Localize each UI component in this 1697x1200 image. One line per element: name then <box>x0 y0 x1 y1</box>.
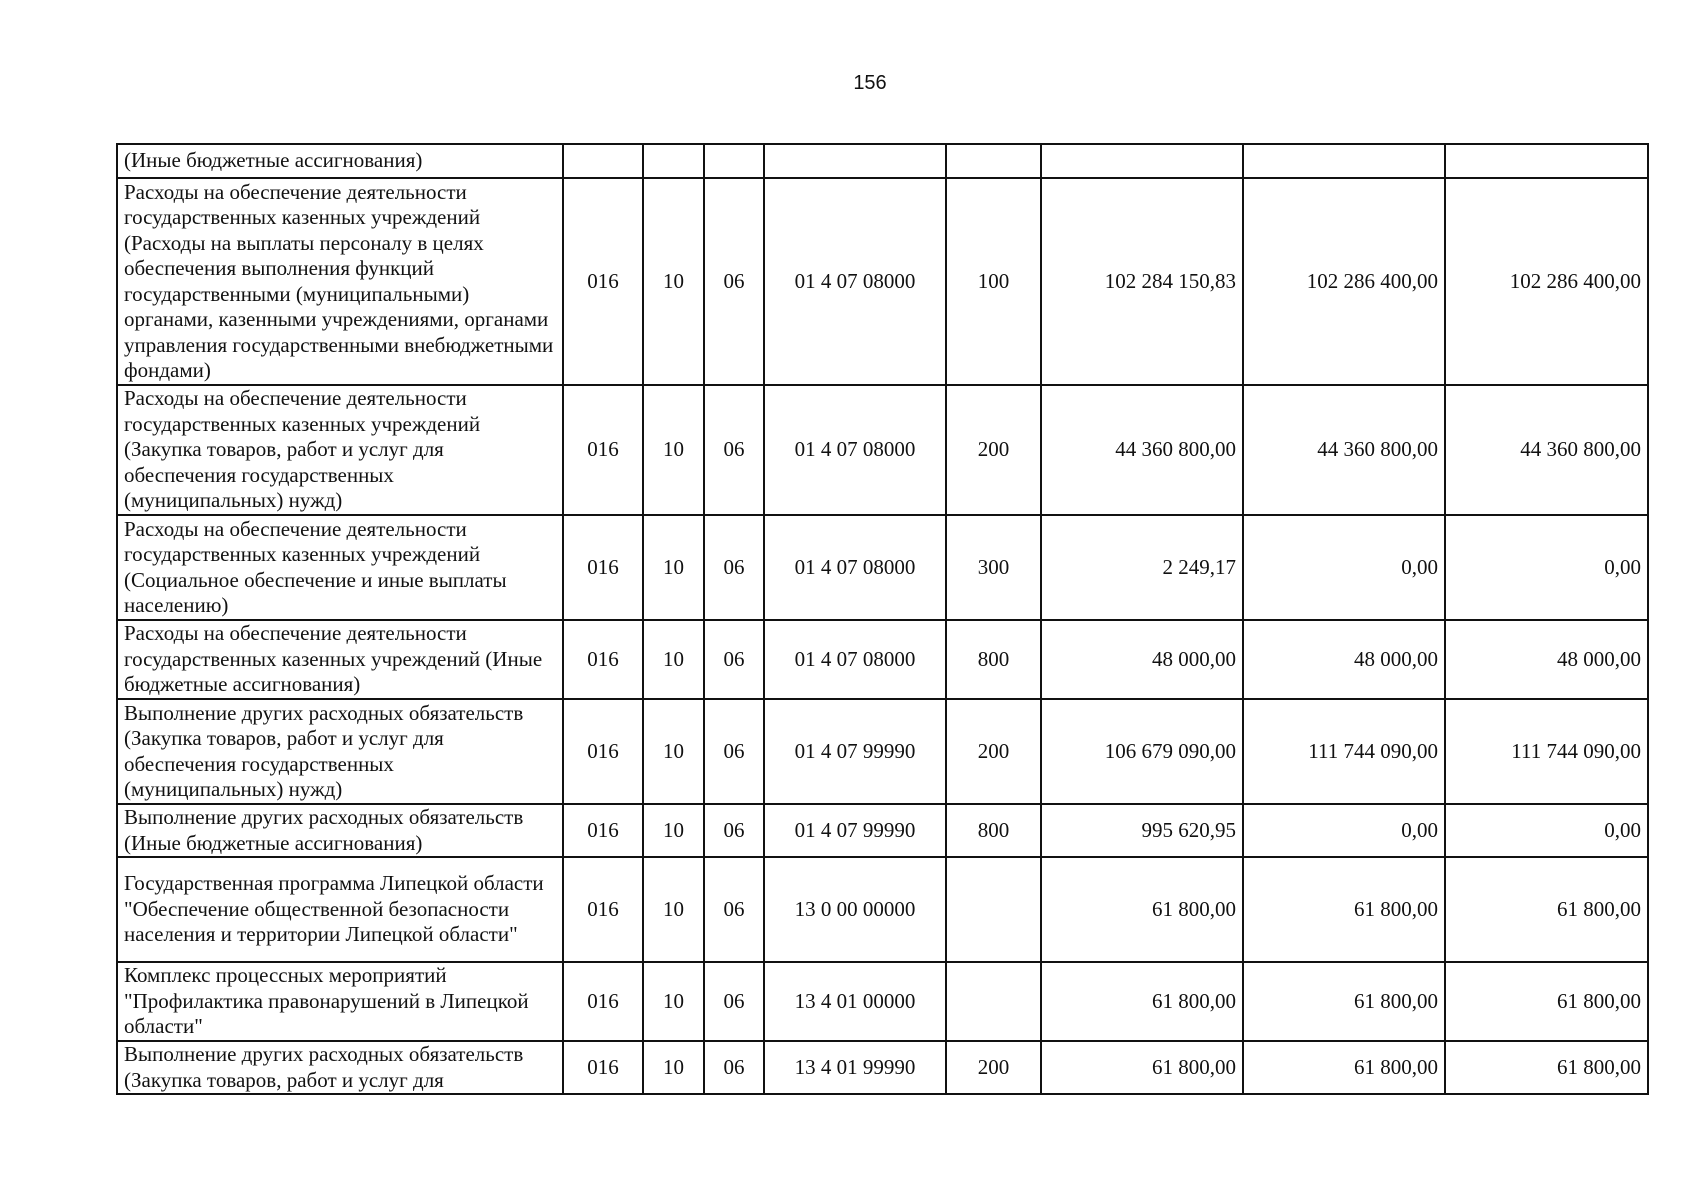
amount-3-cell: 61 800,00 <box>1445 857 1648 962</box>
amount-2-cell: 44 360 800,00 <box>1243 385 1445 515</box>
target-article-cell: 01 4 07 08000 <box>764 620 946 699</box>
target-article-cell: 01 4 07 08000 <box>764 178 946 385</box>
amount-1-cell: 2 249,17 <box>1041 515 1243 620</box>
amount-2-cell <box>1243 144 1445 178</box>
description-cell: Выполнение других расходных обязательств (Закупка товаров, работ и услуг для <box>117 1041 563 1094</box>
amount-1-cell: 995 620,95 <box>1041 804 1243 857</box>
subsection-cell <box>704 144 764 178</box>
ministry-cell: 016 <box>563 804 643 857</box>
subsection-cell: 06 <box>704 804 764 857</box>
amount-3-cell: 61 800,00 <box>1445 1041 1648 1094</box>
expense-type-cell: 100 <box>946 178 1041 385</box>
ministry-cell <box>563 144 643 178</box>
ministry-cell: 016 <box>563 620 643 699</box>
ministry-cell: 016 <box>563 857 643 962</box>
section-cell: 10 <box>643 620 704 699</box>
target-article-cell: 01 4 07 08000 <box>764 385 946 515</box>
expense-type-cell: 200 <box>946 699 1041 804</box>
amount-1-cell: 61 800,00 <box>1041 962 1243 1041</box>
amount-1-cell: 102 284 150,83 <box>1041 178 1243 385</box>
section-cell: 10 <box>643 804 704 857</box>
amount-2-cell: 61 800,00 <box>1243 1041 1445 1094</box>
subsection-cell: 06 <box>704 385 764 515</box>
section-cell: 10 <box>643 857 704 962</box>
amount-1-cell <box>1041 144 1243 178</box>
amount-2-cell: 102 286 400,00 <box>1243 178 1445 385</box>
page-number: 156 <box>853 72 887 94</box>
table-row <box>117 620 1648 699</box>
table-row <box>117 515 1648 620</box>
table-row <box>117 699 1648 804</box>
expense-type-cell: 800 <box>946 804 1041 857</box>
table-row <box>117 178 1648 385</box>
amount-2-cell: 61 800,00 <box>1243 857 1445 962</box>
description-cell: Выполнение других расходных обязательств (Иные бюджетные ассигнования) <box>117 804 563 857</box>
expense-type-cell: 200 <box>946 1041 1041 1094</box>
amount-2-cell: 111 744 090,00 <box>1243 699 1445 804</box>
table-row <box>117 1041 1648 1094</box>
subsection-cell: 06 <box>704 699 764 804</box>
subsection-cell: 06 <box>704 1041 764 1094</box>
subsection-cell: 06 <box>704 178 764 385</box>
amount-3-cell <box>1445 144 1648 178</box>
amount-1-cell: 106 679 090,00 <box>1041 699 1243 804</box>
subsection-cell: 06 <box>704 620 764 699</box>
ministry-cell: 016 <box>563 515 643 620</box>
amount-1-cell: 48 000,00 <box>1041 620 1243 699</box>
table-row <box>117 144 1648 178</box>
amount-1-cell: 44 360 800,00 <box>1041 385 1243 515</box>
target-article-cell: 01 4 07 99990 <box>764 699 946 804</box>
section-cell: 10 <box>643 1041 704 1094</box>
section-cell: 10 <box>643 962 704 1041</box>
amount-3-cell: 0,00 <box>1445 515 1648 620</box>
table-row <box>117 385 1648 515</box>
section-cell: 10 <box>643 699 704 804</box>
ministry-cell: 016 <box>563 962 643 1041</box>
amount-2-cell: 48 000,00 <box>1243 620 1445 699</box>
amount-3-cell: 61 800,00 <box>1445 962 1648 1041</box>
expense-type-cell <box>946 962 1041 1041</box>
ministry-cell: 016 <box>563 385 643 515</box>
description-cell: Расходы на обеспечение деятельности государственных казенных учреждений (Расходы на выплаты персоналу в целях обеспечения выполнения функций государственными (муниципальными) органами, казенными учреждениями, органами управления государственными внебюджетными фондами) <box>117 178 563 385</box>
section-cell: 10 <box>643 178 704 385</box>
expense-type-cell: 200 <box>946 385 1041 515</box>
expense-type-cell <box>946 857 1041 962</box>
ministry-cell: 016 <box>563 699 643 804</box>
table-row <box>117 857 1648 962</box>
section-cell <box>643 144 704 178</box>
description-cell: Государственная программа Липецкой области "Обеспечение общественной безопасности населения и территории Липецкой области" <box>117 857 563 962</box>
subsection-cell: 06 <box>704 857 764 962</box>
amount-2-cell: 0,00 <box>1243 515 1445 620</box>
target-article-cell: 01 4 07 08000 <box>764 515 946 620</box>
table-row <box>117 962 1648 1041</box>
amount-3-cell: 44 360 800,00 <box>1445 385 1648 515</box>
description-cell: Комплекс процессных мероприятий "Профилактика правонарушений в Липецкой области" <box>117 962 563 1041</box>
description-cell: (Иные бюджетные ассигнования) <box>117 144 563 178</box>
target-article-cell: 01 4 07 99990 <box>764 804 946 857</box>
amount-1-cell: 61 800,00 <box>1041 1041 1243 1094</box>
description-cell: Расходы на обеспечение деятельности государственных казенных учреждений (Закупка товаров, работ и услуг для обеспечения государственных (муниципальных) нужд) <box>117 385 563 515</box>
amount-3-cell: 111 744 090,00 <box>1445 699 1648 804</box>
description-cell: Выполнение других расходных обязательств (Закупка товаров, работ и услуг для обеспечения государственных (муниципальных) нужд) <box>117 699 563 804</box>
subsection-cell: 06 <box>704 515 764 620</box>
section-cell: 10 <box>643 385 704 515</box>
expense-type-cell: 300 <box>946 515 1041 620</box>
subsection-cell: 06 <box>704 962 764 1041</box>
amount-1-cell: 61 800,00 <box>1041 857 1243 962</box>
description-cell: Расходы на обеспечение деятельности государственных казенных учреждений (Социальное обеспечение и иные выплаты населению) <box>117 515 563 620</box>
ministry-cell: 016 <box>563 178 643 385</box>
expense-type-cell <box>946 144 1041 178</box>
description-cell: Расходы на обеспечение деятельности государственных казенных учреждений (Иные бюджетные ассигнования) <box>117 620 563 699</box>
amount-3-cell: 48 000,00 <box>1445 620 1648 699</box>
target-article-cell <box>764 144 946 178</box>
amount-2-cell: 61 800,00 <box>1243 962 1445 1041</box>
target-article-cell: 13 4 01 00000 <box>764 962 946 1041</box>
section-cell: 10 <box>643 515 704 620</box>
ministry-cell: 016 <box>563 1041 643 1094</box>
table-row <box>117 804 1648 857</box>
amount-3-cell: 102 286 400,00 <box>1445 178 1648 385</box>
target-article-cell: 13 4 01 99990 <box>764 1041 946 1094</box>
budget-table <box>116 143 1649 1095</box>
amount-2-cell: 0,00 <box>1243 804 1445 857</box>
amount-3-cell: 0,00 <box>1445 804 1648 857</box>
target-article-cell: 13 0 00 00000 <box>764 857 946 962</box>
expense-type-cell: 800 <box>946 620 1041 699</box>
